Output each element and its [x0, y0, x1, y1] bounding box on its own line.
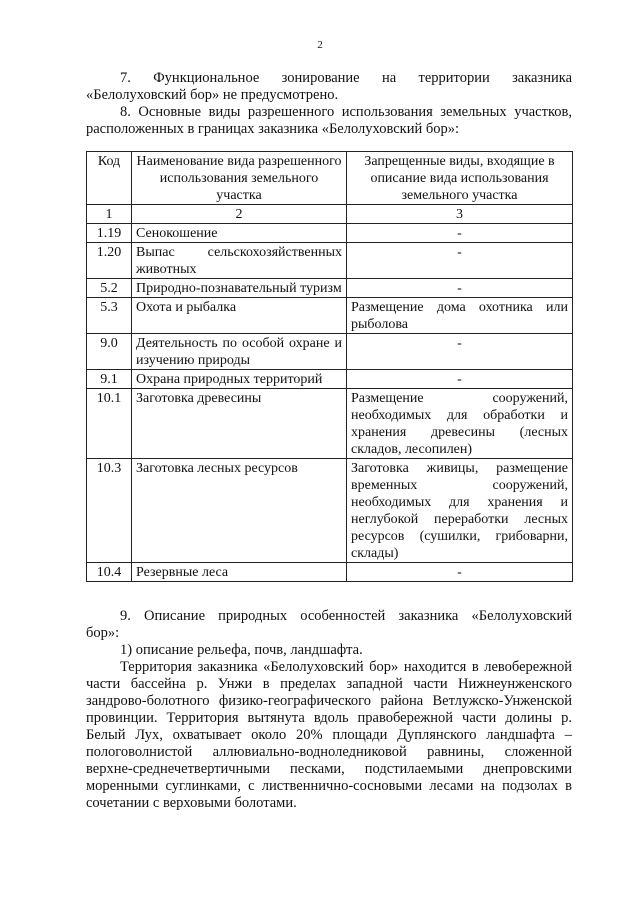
- row-code: 1.20: [87, 243, 132, 279]
- row-code: 9.0: [87, 334, 132, 370]
- page-number: 2: [317, 39, 323, 51]
- table-numbering-row: [87, 205, 573, 224]
- table-row: [87, 243, 573, 279]
- section-9-body: Территория заказника «Белолуховский бор» находится в левобережной части бассейна р. Унжи в пределах западной части Нижнеунженского зандрово-болотного физико-географического района Ветлужско-Унженской провинции. Территория вытянута вдоль правобережной части долины р. Белый Лух, охватывает около 20% площади Дуплянского ландшафта – пологоволнистой аллювиально-водноледниковой равнины, сложенной верхне-среднечетвертичными песками, подстилаемыми днепровскими моренными суглинками, с лиственнично-сосновыми лесами на подзолах в сочетании с верховыми болотами.: [86, 659, 572, 811]
- intro-paragraphs: [86, 70, 572, 138]
- table-row: [87, 563, 573, 582]
- table-row: [87, 279, 573, 298]
- table-row: [87, 298, 573, 334]
- section-9-heading-line-1: 9. Описание природных особенностей заказника «Белолуховский: [120, 608, 572, 624]
- row-code: 9.1: [87, 370, 132, 389]
- row-prohibited: -: [347, 279, 573, 298]
- table-row: [87, 334, 573, 370]
- column-number: 3: [347, 205, 573, 224]
- row-use-name: Деятельность по особой охране и изучению природы: [132, 334, 347, 370]
- paragraph-8-line-2: расположенных в границах заказника «Белолуховский бор»:: [86, 121, 459, 137]
- row-use-name-text: Выпас сельскохозяйственных животных: [136, 245, 342, 277]
- row-code: 5.3: [87, 298, 132, 334]
- row-prohibited: -: [347, 563, 573, 582]
- row-prohibited: Заготовка живицы, размещение временных сооружений, необходимых для хранения и неглубокой переработки лесных ресурсов (сушилки, грибоварни, склады): [347, 459, 573, 563]
- header-use-name: Наименование вида разрешенного использования земельного участка: [132, 152, 347, 205]
- row-use-name: Сенокошение: [132, 224, 347, 243]
- row-use-name: Заготовка древесины: [132, 389, 347, 459]
- row-prohibited: -: [347, 224, 573, 243]
- row-code: 10.3: [87, 459, 132, 563]
- row-use-name: Природно-познавательный туризм: [132, 279, 347, 298]
- header-code: Код: [87, 152, 132, 205]
- table-row: [87, 389, 573, 459]
- section-9-heading-line-2: бор»:: [86, 625, 120, 641]
- header-prohibited: Запрещенные виды, входящие в описание вида использования земельного участка: [347, 152, 573, 205]
- row-code: 10.1: [87, 389, 132, 459]
- row-prohibited: -: [347, 370, 573, 389]
- table-header-row: [87, 152, 573, 205]
- section-9: [86, 608, 572, 812]
- column-number: 2: [132, 205, 347, 224]
- column-number: 1: [87, 205, 132, 224]
- row-use-name: Резервные леса: [132, 563, 347, 582]
- paragraph-8-line-1: 8. Основные виды разрешенного использования земельных участков,: [120, 104, 572, 120]
- row-use-name: Заготовка лесных ресурсов: [132, 459, 347, 563]
- row-prohibited: Размещение сооружений, необходимых для обработки и хранения древесины (лесных складов, лесопилен): [347, 389, 573, 459]
- row-code: 1.19: [87, 224, 132, 243]
- row-use-name: Охота и рыбалка: [132, 298, 347, 334]
- row-prohibited: -: [347, 243, 573, 279]
- row-use-name: [132, 243, 347, 279]
- row-code: 5.2: [87, 279, 132, 298]
- row-prohibited: Размещение дома охотника или рыболова: [347, 298, 573, 334]
- table-row: [87, 459, 573, 563]
- paragraph-7-line-1: 7. Функциональное зонирование на территории заказника: [120, 70, 572, 86]
- row-code: 10.4: [87, 563, 132, 582]
- table-row: [87, 224, 573, 243]
- row-use-name: Охрана природных территорий: [132, 370, 347, 389]
- paragraph-7-line-2: «Белолуховский бор» не предусмотрено.: [86, 87, 339, 103]
- section-9-subitem-1: 1) описание рельефа, почв, ландшафта.: [120, 642, 363, 658]
- table-row: [87, 370, 573, 389]
- row-prohibited: -: [347, 334, 573, 370]
- land-use-table: [86, 151, 573, 582]
